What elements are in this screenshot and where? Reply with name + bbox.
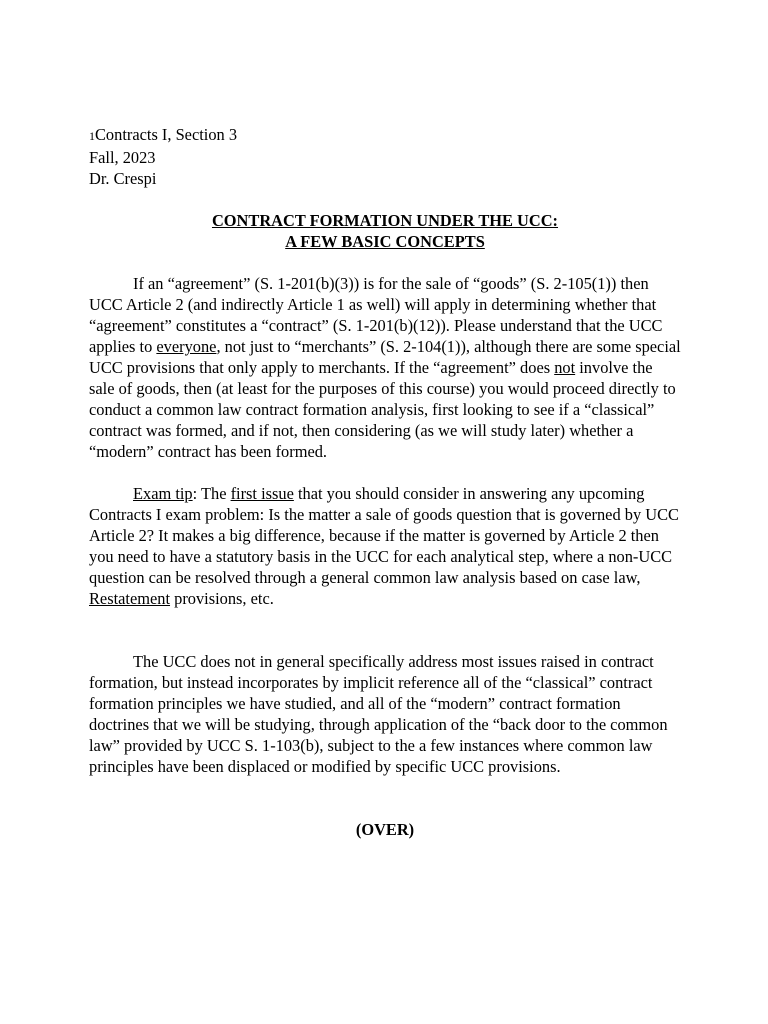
instructor-line: Dr. Crespi xyxy=(89,169,157,188)
para1-underline-not: not xyxy=(554,358,576,377)
para2-text-2: that you should consider in answering any upcoming Contracts I exam problem: Is the matter a sale of goods question that is governed by UCC Article 2? It makes a big difference, because if the matter is governed by Article 2 then you need to have a statutory basis in the UCC for each analytical step, where a non-UCC question can be resolved through a general common law analysis based on case law, xyxy=(89,484,679,587)
para1-text-1: If an “agreement” (S. 1-201(b)(3)) is for the sale of “goods” (S. 2-105(1)) then UCC Article 2 (and indirectly Article 1 as well) will apply in determining whether that “agreement” constitutes a “contract” (S. 1-201(b)(12)). Please understand that the UCC applies to xyxy=(89,274,663,356)
course-line xyxy=(89,124,681,147)
para2-text-1: : The xyxy=(192,484,231,503)
para2-underline-exam-tip: Exam tip xyxy=(133,484,193,503)
title-line-1: CONTRACT FORMATION UNDER THE UCC: xyxy=(211,211,559,230)
document-page xyxy=(89,124,681,840)
para3-text-1: The UCC does not in general specifically address most issues raised in contract formation, but instead incorporates by implicit reference all of the “classical” contract formation principles we have studied, and all of the “modern” contract formation doctrines that we will be studying, through application of the “back door to the common law” provided by UCC S. 1-103(b), subject to the a few instances where common law principles have been displaced or modified by specific UCC provisions. xyxy=(89,652,668,776)
title-line-2: A FEW BASIC CONCEPTS xyxy=(285,232,485,251)
para1-text-3: involve the sale of goods, then (at least for the purposes of this course) you would proceed directly to conduct a common law contract formation analysis, first looking to see if a “classical” contract was formed, and if not, then considering (as we will study later) whether a “modern” contract has been formed. xyxy=(89,358,676,461)
para1-text-2: , not just to “merchants” (S. 2-104(1)), although there are some special UCC provisions that only apply to merchants. If the “agreement” does xyxy=(89,337,681,377)
para2-underline-restatement: Restatement xyxy=(89,589,171,608)
paragraph-common-law xyxy=(89,651,681,777)
paragraph-exam-tip xyxy=(89,483,681,609)
paragraph-ucc-applicability xyxy=(89,273,681,462)
page-mark: 1 xyxy=(89,129,95,143)
term-line: Fall, 2023 xyxy=(89,148,156,167)
document-title xyxy=(89,210,681,252)
para1-underline-everyone: everyone xyxy=(156,337,217,356)
over-marker: (OVER) xyxy=(355,820,415,839)
para2-underline-first-issue: first issue xyxy=(230,484,294,503)
course-name: Contracts I, Section 3 xyxy=(95,125,238,144)
para2-text-3: provisions, etc. xyxy=(170,589,274,608)
